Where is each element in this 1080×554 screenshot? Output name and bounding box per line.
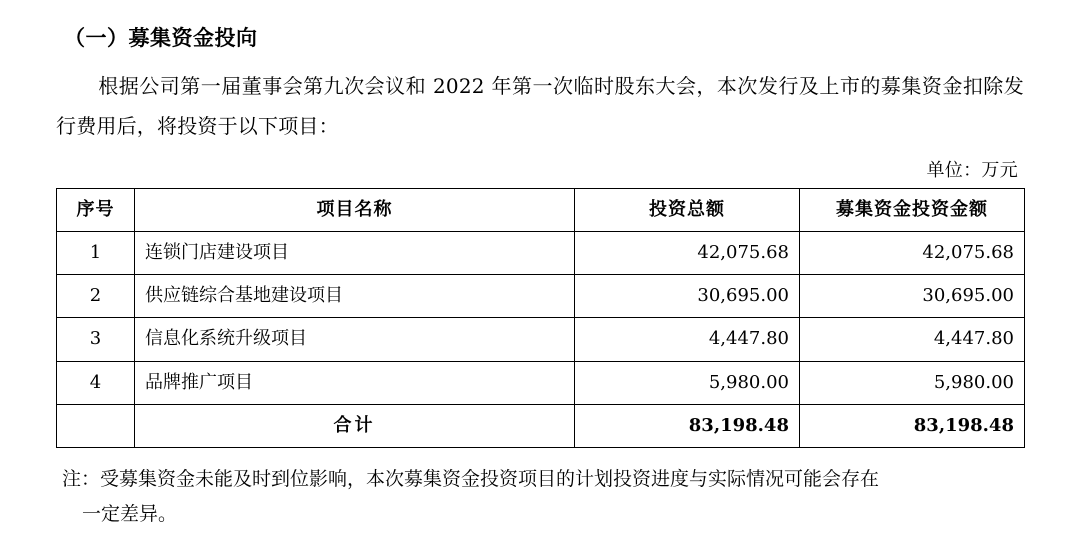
cell-no: 2 — [57, 275, 135, 318]
table-total-row — [57, 404, 1025, 447]
table-row — [57, 275, 1025, 318]
section-title: （一）募集资金投向 — [64, 25, 258, 50]
cell-raised-sum: 83,198.48 — [800, 404, 1025, 447]
cell-total-no — [57, 404, 135, 447]
column-header-no: 序号 — [57, 188, 135, 231]
cell-total-investment: 42,075.68 — [575, 231, 800, 274]
cell-total-investment: 5,980.00 — [575, 361, 800, 404]
column-header-raised: 募集资金投资金额 — [800, 188, 1025, 231]
cell-raised-investment: 4,447.80 — [800, 318, 1025, 361]
intro-paragraph — [56, 66, 1024, 146]
fund-usage-table — [56, 188, 1025, 449]
table-note-line-2: 一定差异。 — [81, 503, 177, 526]
table-row — [57, 231, 1025, 274]
cell-project-name: 连锁门店建设项目 — [135, 231, 575, 274]
cell-no: 4 — [57, 361, 135, 404]
table-note-line-1: 注：受募集资金未能及时到位影响，本次募集资金投资项目的计划投资进度与实际情况可能会存在 — [62, 468, 880, 491]
column-header-total: 投资总额 — [575, 188, 800, 231]
cell-total-investment: 30,695.00 — [575, 275, 800, 318]
cell-total-label: 合计 — [135, 404, 575, 447]
cell-no: 1 — [57, 231, 135, 274]
cell-raised-investment: 42,075.68 — [800, 231, 1025, 274]
table-note — [62, 462, 1018, 532]
cell-total-investment: 4,447.80 — [575, 318, 800, 361]
cell-project-name: 供应链综合基地建设项目 — [135, 275, 575, 318]
table-unit-label: 单位：万元 — [926, 159, 1018, 181]
cell-total-sum: 83,198.48 — [575, 404, 800, 447]
cell-raised-investment: 5,980.00 — [800, 361, 1025, 404]
table-header-row — [57, 188, 1025, 231]
cell-project-name: 信息化系统升级项目 — [135, 318, 575, 361]
intro-paragraph-text: 根据公司第一届董事会第九次会议和 2022 年第一次临时股东大会，本次发行及上市的募集资金扣除发行费用后，将投资于以下项目： — [56, 73, 1024, 138]
table-row — [57, 318, 1025, 361]
cell-project-name: 品牌推广项目 — [135, 361, 575, 404]
column-header-name: 项目名称 — [135, 188, 575, 231]
cell-no: 3 — [57, 318, 135, 361]
cell-raised-investment: 30,695.00 — [800, 275, 1025, 318]
table-row — [57, 361, 1025, 404]
